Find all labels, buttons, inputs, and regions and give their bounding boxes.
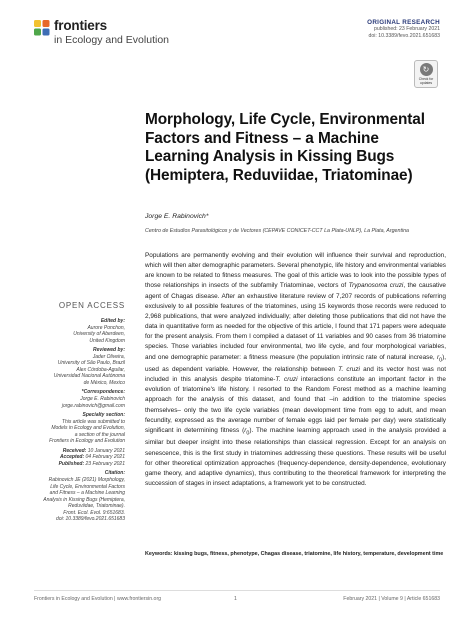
species-name: Trypanosoma cruzi [348,282,404,290]
symbol-subscript: 0 [439,356,443,363]
received-value: 10 January 2021 [87,447,125,454]
footer-volume-info: February 2021 | Volume 9 | Article 651683 [343,596,440,602]
brand-name[interactable]: frontiers [54,18,107,33]
abstract-text: interactions constitute an important factor in the evolution of triatomine's life history. I resorted to the Random Forest method as a machine learning approach for the analysis of this dataset, and found that –in addition to the triatomine species themselves– only the two life cycle variables (mean development time from egg to adult, and mean fecundity, expressed as the average number of female eggs laid per female per day) were statistically significant in determining fitness ( [145,376,446,434]
species-name: T. cruzi [338,366,360,373]
citation-text: Front. Ecol. Evol. 9:651683. [63,509,125,516]
citation-doi[interactable]: doi: 10.3389/fevo.2021.651683 [56,516,125,523]
reviewed-by-label: Reviewed by: [93,347,125,354]
citation-text: Reduviidae, Triatominae). [68,503,125,510]
frontiers-logo-icon [34,20,50,36]
reviewer-affiliation: Universidad Nacional Autónoma [53,373,125,380]
reviewer-affiliation: University of São Paulo, Brazil [57,360,125,367]
species-name: T. cruzi [275,376,298,384]
keywords-text: Keywords: kissing bugs, fitness, phenotype, Chagas disease, triatomine, life history, temperature, development time [145,551,444,557]
specialty-section-label: Specialty section: [82,412,125,419]
symbol-r: r [244,426,247,434]
keywords [145,551,446,558]
citation-text: Life Cycle, Environmental Factors [50,483,125,490]
article-title: Morphology, Life Cycle, Environmental Factors and Fitness – a Machine Learning Analysis in Kissing Bugs (Hemiptera, Reduviidae, Triatominae) [145,111,425,184]
published-date: published: 23 February 2021 [373,26,440,32]
editor-affiliation: University of Aberdeen, [73,331,125,338]
symbol-subscript: 0 [246,430,250,437]
accepted-label: Accepted: [59,454,85,461]
abstract [145,251,446,489]
citation-text: Rabinovich JE (2021) Morphology, [48,477,125,484]
accepted-value: 04 February 2021 [85,454,125,461]
editor-affiliation: United Kingdom [89,337,125,344]
specialty-text: This article was submitted to [61,418,125,425]
open-access-label: OPEN ACCESS [58,301,125,310]
correspondence-name: Jorge E. Rabinovich [80,396,125,403]
author-affiliation: Centro de Estudios Parasitológicos y de Vectores (CEPAVE CONICET-CCT La Plata-UNLP), La Plata, Argentina [145,228,409,234]
abstract-text: ). The machine learning approach used in the analysis provided a similar but deeper insight into these relationships than classical regression. Except for an analysis on senescence, this is the first study in triatomines addressing these questions. These results will be useful for other theoretical optimization approaches (frequency-dependence, density-dependence, evolutionary game theory, and adaptive dynamics), thus contributing to the theoretical framework for interpreting the succession of stages in insect adaptations, a framework yet to be constructed. [145,426,447,487]
specialty-text: a section of the journal [74,431,125,438]
citation-label: Citation: [104,470,125,477]
article-doi[interactable]: doi: 10.3389/fevo.2021.651683 [368,33,440,39]
symbol-r: r [436,353,440,361]
edited-by-label: Edited by: [100,318,125,324]
received-label: Received: [62,447,87,454]
specialty-text: Frontiers in Ecology and Evolution [49,438,125,445]
footer-journal-link[interactable]: Frontiers in Ecology and Evolution | www.frontiersin.org [34,596,162,602]
article-sidebar [27,318,125,523]
reviewer-affiliation: de México, Mexico [83,379,125,386]
page-number: 1 [234,596,237,602]
abstract-text: Populations are permanently evolving and their evolution will influence their survival and reproduction, which will then alter demographic parameters. Several phenotypic, life history and environmental variables are known to be related to fitness measures. The goal of this article was to look into the possible types of those relationships in insects of the subfamily Triatominae, vectors of [145,252,446,290]
article-type: ORIGINAL RESEARCH [367,19,440,26]
specialty-text: Models in Ecology and Evolution, [51,425,125,432]
refresh-icon: ↻ [420,63,433,76]
reviewer-name: Jader Oliveira, [92,353,125,360]
article-meta [290,19,440,40]
author-name[interactable]: Jorge E. Rabinovich* [145,213,209,220]
published-value: 23 February 2021 [85,460,125,467]
journal-name: in Ecology and Evolution [54,34,169,46]
abstract-text: ), used as dependent variable. However, the relationship between [145,353,446,373]
correspondence-email[interactable]: jorge.rabinovich@gmail.com [61,402,125,409]
citation-text: and Fitness – a Machine Learning [49,490,125,497]
published-label: Published: [58,460,85,467]
abstract-text: , the causative agent of Chagas disease. After an exhaustive literature review of 7,207 records of publications referring exclusively to all possible features of the triatomines, using 15 keywords those records were reduced to 2,968 publications, that were analyzed individually; after deleting those publications that did not have the data in quantitative form as needed for the objective of this article, I found that 171 papers were adequate for the present analysis. From them I compiled a dataset of 11 variables and 90 cases from 36 triatomine species. Those variables included four environmental, two life cycle, and four morphological variables, and one demographic parameter: a fitness measure (the population intrinsic rate of natural increase, [145,282,446,361]
footer-divider [34,590,440,591]
check-updates-label: Check for updates [418,77,434,85]
citation-text: Analysis in Kissing Bugs (Hemiptera, [43,496,125,503]
editor-name: Aurore Ponchon, [87,324,125,331]
abstract-text: and its vector host was not included in this analysis despite triatomine- [145,366,446,384]
correspondence-label: *Correspondence: [81,389,125,396]
reviewer-name: Alex Córdoba-Aguilar, [76,366,125,373]
check-for-updates-button[interactable] [414,60,438,88]
